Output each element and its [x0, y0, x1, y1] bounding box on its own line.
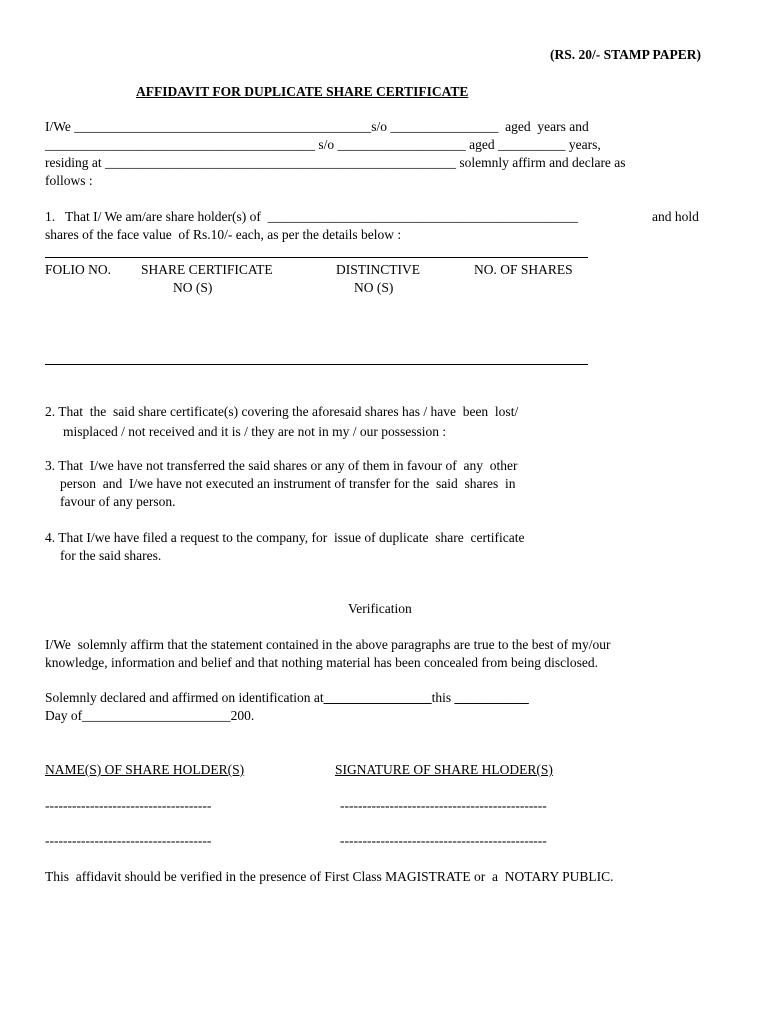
table-header-folio: FOLIO NO. [45, 262, 111, 277]
name-line: ------------------------------------- [45, 798, 212, 813]
day-blank: ______________________ [82, 708, 231, 723]
table-header-distinctive-sub: NO (S) [354, 280, 394, 295]
signature-line: ---------------------------------------------- [340, 798, 547, 813]
para4-line: 4. That I/we have filed a request to the company, for issue of duplicate share certificate [45, 530, 525, 545]
signature-line: ---------------------------------------------- [340, 833, 547, 848]
table-top-rule [45, 257, 588, 258]
date-blank: ___________ [454, 690, 529, 705]
footer-note: This affidavit should be verified in the presence of First Class MAGISTRATE or a NOTARY PUBLIC. [45, 869, 614, 884]
para3-line: 3. That I/we have not transferred the said shares or any of them in favour of any other [45, 458, 518, 473]
name-heading: NAME(S) OF SHARE HOLDER(S) [45, 762, 245, 777]
declaration-this: this [431, 690, 455, 705]
signature-heading: SIGNATURE OF SHARE HLODER(S) [335, 762, 553, 777]
page-title: AFFIDAVIT FOR DUPLICATE SHARE CERTIFICATE [136, 84, 469, 99]
verification-line: knowledge, information and belief and that nothing material has been concealed from being disclosed. [45, 655, 598, 670]
table-header-shares: NO. OF SHARES [474, 262, 573, 277]
verification-heading: Verification [348, 601, 412, 616]
para3-line: favour of any person. [60, 494, 176, 509]
table-header-distinctive: DISTINCTIVE [336, 262, 420, 277]
table-bottom-rule [45, 364, 588, 365]
place-blank: ________________ [323, 690, 432, 705]
para1-line: shares of the face value of Rs.10/- each, as per the details below : [45, 227, 402, 242]
para1-line: 1. That I/ We am/are share holder(s) of ______________________________________________ [45, 209, 579, 224]
year-text: 200. [230, 708, 255, 723]
day-text: Day of [45, 708, 83, 723]
para1-line-end: and hold [652, 209, 699, 224]
declaration-text: Solemnly declared and affirmed on identification at [45, 690, 324, 705]
verification-line: I/We solemnly affirm that the statement contained in the above paragraphs are true to the best of my/our [45, 637, 611, 652]
intro-line: I/We ____________________________________________s/o ________________ aged years and [45, 119, 589, 134]
stamp-paper-note: (RS. 20/- STAMP PAPER) [550, 47, 701, 62]
day-line [45, 708, 254, 724]
para2-line: misplaced / not received and it is / they are not in my / our possession : [63, 424, 447, 439]
intro-line: ________________________________________ s/o ___________________ aged __________ years, [45, 137, 601, 152]
table-header-certificate-sub: NO (S) [173, 280, 213, 295]
para4-line: for the said shares. [60, 548, 162, 563]
name-line: ------------------------------------- [45, 833, 212, 848]
para3-line: person and I/we have not executed an instrument of transfer for the said shares in [60, 476, 516, 491]
intro-line: follows : [45, 173, 93, 188]
intro-line: residing at ____________________________________________________ solemnly affirm and declare as [45, 155, 626, 170]
table-header-certificate: SHARE CERTIFICATE [141, 262, 273, 277]
para2-line: 2. That the said share certificate(s) covering the aforesaid shares has / have been lost/ [45, 404, 519, 419]
declaration-line [45, 690, 529, 706]
